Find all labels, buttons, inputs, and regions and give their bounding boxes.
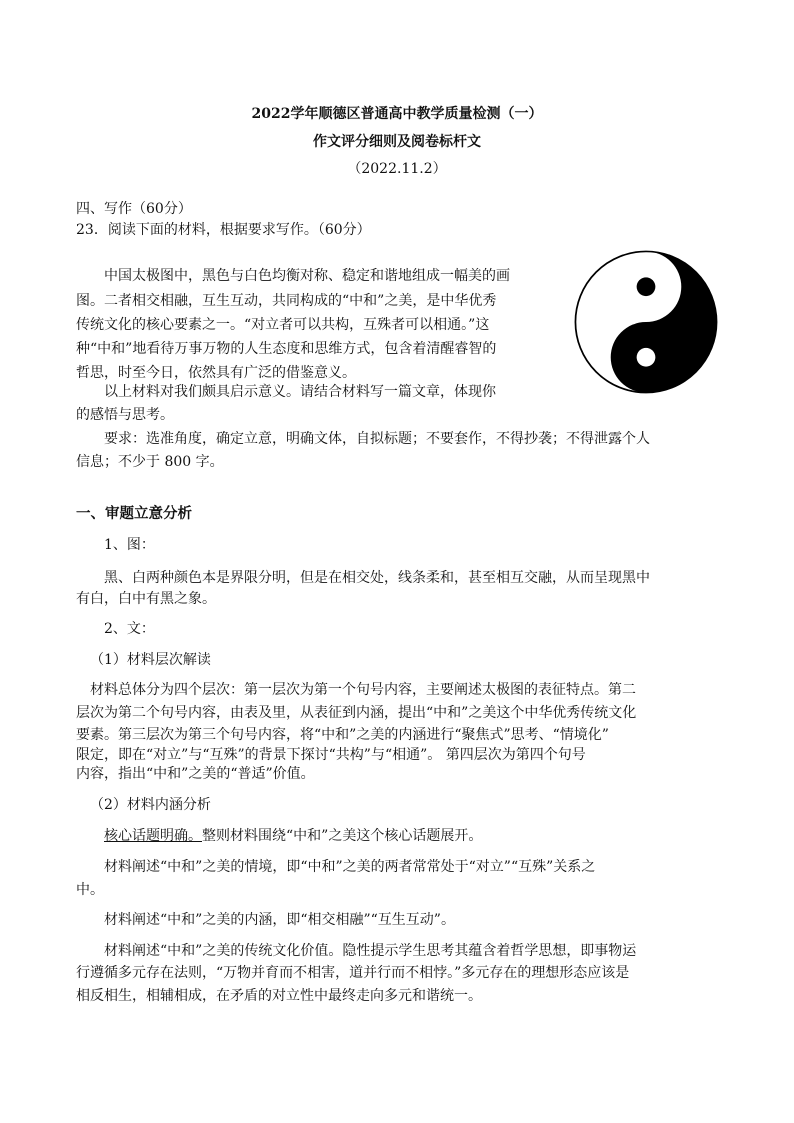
material-line: 以上材料对我们颇具启示意义。请结合材料写一篇文章，体现你 — [104, 384, 496, 400]
analysis-heading: 一、审题立意分析 — [76, 505, 192, 522]
core-topic-line — [104, 826, 482, 846]
material-line: 图。二者相交相融，互生互动，共同构成的“中和”之美，是中华优秀 — [76, 293, 497, 309]
figure-analysis-line: 黑、白两种颜色本是界限分明，但是在相交处，线条柔和，甚至相互交融，从而呈现黑中 — [104, 570, 650, 586]
figure-label: 1、图： — [104, 537, 155, 553]
question-23: 23．阅读下面的材料，根据要求写作。（60分） — [76, 222, 371, 238]
level-analysis-line: 内容，指出“中和”之美的“普适”价值。 — [76, 766, 315, 782]
level-analysis-line: 材料总体分为四个层次：第一层次为第一个句号内容，主要阐述太极图的表征特点。第二 — [90, 682, 636, 698]
taiji-yin-yang-image — [574, 250, 718, 394]
value-line: 相反相生，相辅相成，在矛盾的对立性中最终走向多元和谐统一。 — [76, 988, 482, 1004]
value-line: 材料阐述“中和”之美的传统文化价值。隐性提示学生思考其蕴含着哲学思想，即事物运 — [104, 943, 637, 959]
requirement-line: 要求：选准角度，确定立意，明确文体，自拟标题；不要套作，不得抄袭；不得泄露个人 — [104, 431, 650, 447]
subsection-2-label: （2）材料内涵分析 — [90, 797, 211, 813]
situation-line: 中。 — [76, 882, 104, 898]
value-line: 行遵循多元存在法则，“万物并育而不相害，道并行而不相悖。”多元存在的理想形态应该是 — [76, 965, 630, 981]
material-line: 的感悟与思考。 — [76, 407, 174, 423]
level-analysis-line: 层次为第二个句号内容，由表及里，从表征到内涵，提出“中和”之美这个中华优秀传统文化 — [76, 705, 637, 721]
material-line: 传统文化的核心要素之一。“对立者可以共构，互殊者可以相通。”这 — [76, 317, 490, 333]
material-line: 哲思，时至今日，依然具有广泛的借鉴意义。 — [76, 365, 356, 381]
subsection-1-label: （1）材料层次解读 — [90, 652, 211, 668]
text-label: 2、文： — [104, 621, 155, 637]
material-line: 中国太极图中，黑色与白色均衡对称、稳定和谐地组成一幅美的画 — [104, 268, 510, 284]
level-analysis-line: 要素。第三层次为第三个句号内容，将“中和”之美的内涵进行“聚焦式”思考、“情境化” — [76, 727, 609, 743]
document-title: 2022学年顺德区普通高中教学质量检测（一） — [251, 106, 543, 122]
requirement-line: 信息；不少于 800 字。 — [76, 454, 224, 470]
section-four-title: 四、写作（60分） — [76, 201, 192, 217]
situation-line: 材料阐述“中和”之美的情境，即“中和”之美的两者常常处于“对立”“互殊”关系之 — [104, 859, 596, 875]
document-date: （2022.11.2） — [347, 161, 447, 177]
document-subtitle: 作文评分细则及阅卷标杆文 — [313, 134, 481, 150]
level-analysis-line: 限定，即在“对立”与“互殊”的背景下探讨“共构”与“相通”。 第四层次为第四个句号 — [76, 747, 586, 763]
material-line: 种“中和”地看待万事万物的人生态度和思维方式，包含着清醒睿智的 — [76, 341, 497, 357]
connotation-line: 材料阐述“中和”之美的内涵，即“相交相融”“互生互动”。 — [104, 912, 455, 928]
core-topic-underlined: 核心话题明确。 — [104, 828, 202, 844]
core-topic-text: 整则材料围绕“中和”之美这个核心话题展开。 — [202, 828, 483, 844]
figure-analysis-line: 有白，白中有黑之象。 — [76, 591, 216, 607]
